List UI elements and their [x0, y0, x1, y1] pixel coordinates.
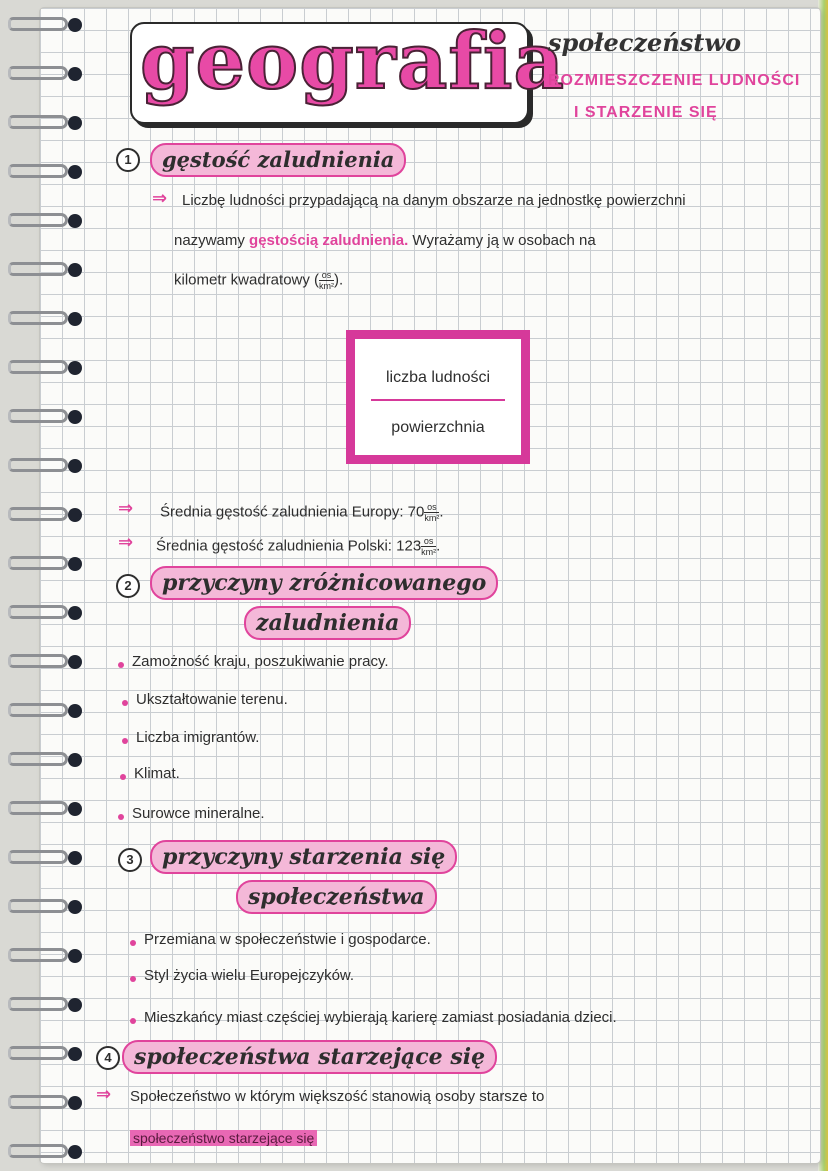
ring-hole [68, 263, 82, 277]
topic-line-2: I STARZENIE SIĘ [574, 104, 718, 121]
ring-hole [68, 459, 82, 473]
spiral-ring [8, 749, 80, 771]
definition-line-2-post: Wyrażamy ją w osobach na [412, 232, 596, 249]
ring-hole [68, 312, 82, 326]
spiral-ring [8, 994, 80, 1016]
ring-hole [68, 851, 82, 865]
ring-wire [8, 654, 68, 668]
ring-hole [68, 214, 82, 228]
list-item: Surowce mineralne. [132, 805, 265, 822]
unit-fraction [421, 536, 436, 557]
ring-wire [8, 213, 68, 227]
spiral-ring [8, 651, 80, 673]
spiral-ring [8, 308, 80, 330]
ring-wire [8, 948, 68, 962]
spiral-ring [8, 112, 80, 134]
ring-hole [68, 410, 82, 424]
list-item: Klimat. [134, 765, 180, 782]
ring-hole [68, 1145, 82, 1159]
fact-europe [160, 502, 444, 523]
arrow-icon: ⇒ [118, 532, 134, 553]
ring-wire [8, 66, 68, 80]
fact-poland-end: . [436, 537, 441, 555]
spiral-ring [8, 406, 80, 428]
spiral-ring [8, 798, 80, 820]
term-aging-society-text: społeczeństwo starzejące się [130, 1130, 317, 1146]
bullet-icon [118, 662, 124, 668]
term-aging-society [130, 1130, 317, 1146]
formula-denominator: powierzchnia [391, 419, 485, 436]
ring-wire [8, 507, 68, 521]
spiral-ring [8, 1141, 80, 1163]
definition-line-3-text: kilometr kwadratowy ( [174, 271, 320, 289]
fact-poland-text: Średnia gęstość zaludnienia Polski: 123 [156, 537, 422, 555]
section-4-heading: społeczeństwa starzejące się [122, 1040, 497, 1074]
spiral-ring [8, 847, 80, 869]
spiral-ring [8, 896, 80, 918]
list-item: Zamożność kraju, poszukiwanie pracy. [132, 653, 389, 670]
spiral-ring [8, 259, 80, 281]
unit-bottom: km² [421, 547, 437, 557]
spiral-ring [8, 63, 80, 85]
definition-aging-society: Społeczeństwo w którym większość stanowią osoby starsze to [130, 1088, 545, 1105]
ring-hole [68, 949, 82, 963]
spiral-ring [8, 161, 80, 183]
unit-top: os [424, 502, 439, 513]
formula-numerator: liczba ludności [385, 369, 491, 386]
ring-wire [8, 458, 68, 472]
subject-label: społeczeństwo [548, 28, 742, 57]
unit-bottom: km² [319, 281, 335, 291]
section-3-heading-line-2: społeczeństwa [236, 880, 437, 914]
ring-wire [8, 899, 68, 913]
ring-wire [8, 360, 68, 374]
bullet-icon [118, 814, 124, 820]
density-formula-box [346, 330, 530, 464]
spiral-ring [8, 945, 80, 967]
definition-line-2 [174, 232, 596, 249]
ring-hole [68, 557, 82, 571]
spiral-ring [8, 1092, 80, 1114]
ring-wire [8, 1144, 68, 1158]
ring-hole [68, 1096, 82, 1110]
definition-line-1: Liczbę ludności przypadającą na danym obszarze na jednostkę powierzchni [182, 192, 686, 209]
unit-top: os [319, 270, 334, 281]
definition-line-2-pre: nazywamy [174, 232, 245, 249]
list-item: Styl życia wielu Europejczyków. [144, 967, 355, 984]
spiral-ring [8, 14, 80, 36]
unit-fraction [319, 270, 334, 291]
section-1-heading: gęstość zaludnienia [150, 143, 406, 177]
ring-wire [8, 850, 68, 864]
spiral-ring [8, 602, 80, 624]
section-3-heading-line-1: przyczyny starzenia się [150, 840, 457, 874]
arrow-icon: ⇒ [118, 498, 134, 519]
ring-hole [68, 606, 82, 620]
ring-hole [68, 165, 82, 179]
ring-wire [8, 605, 68, 619]
bullet-icon [120, 774, 126, 780]
ring-wire [8, 752, 68, 766]
ring-wire [8, 556, 68, 570]
ring-hole [68, 116, 82, 130]
topic-line-1: ROZMIESZCZENIE LUDNOŚCI [548, 72, 801, 89]
ring-wire [8, 1046, 68, 1060]
ring-wire [8, 801, 68, 815]
arrow-icon: ⇒ [152, 188, 168, 209]
spiral-ring [8, 504, 80, 526]
ring-wire [8, 311, 68, 325]
fact-europe-end: . [439, 503, 444, 521]
ring-wire [8, 164, 68, 178]
ring-hole [68, 361, 82, 375]
ring-hole [68, 508, 82, 522]
ring-hole [68, 998, 82, 1012]
ring-wire [8, 997, 68, 1011]
section-3-number: 3 [118, 848, 142, 872]
ring-wire [8, 703, 68, 717]
definition-line-3 [174, 270, 343, 291]
ring-wire [8, 409, 68, 423]
list-item: Przemiana w społeczeństwie i gospodarce. [144, 931, 431, 948]
ring-hole [68, 900, 82, 914]
section-2-heading-line-2: zaludnienia [244, 606, 411, 640]
section-2-number: 2 [116, 574, 140, 598]
bullet-icon [122, 738, 128, 744]
fact-poland [156, 536, 440, 557]
ring-hole [68, 18, 82, 32]
spiral-ring [8, 455, 80, 477]
ring-wire [8, 17, 68, 31]
ring-hole [68, 802, 82, 816]
term-population-density: gęstością zaludnienia. [249, 232, 409, 249]
unit-fraction [424, 502, 439, 523]
list-item: Liczba imigrantów. [136, 729, 260, 746]
definition-line-3-end: ). [334, 271, 344, 289]
section-4-number: 4 [96, 1046, 120, 1070]
ring-wire [8, 262, 68, 276]
spiral-ring [8, 1043, 80, 1065]
bullet-icon [130, 1018, 136, 1024]
bullet-icon [130, 940, 136, 946]
bullet-icon [122, 700, 128, 706]
list-item: Mieszkańcy miast częściej wybierają karierę zamiast posiadania dzieci. [144, 1009, 617, 1026]
spiral-ring [8, 357, 80, 379]
ring-wire [8, 115, 68, 129]
list-item: Ukształtowanie terenu. [136, 691, 288, 708]
section-2-heading-line-1: przyczyny zróżnicowanego [150, 566, 498, 600]
spiral-ring [8, 700, 80, 722]
fraction-bar [371, 399, 505, 401]
ring-hole [68, 1047, 82, 1061]
fact-europe-text: Średnia gęstość zaludnienia Europy: 70 [160, 503, 425, 521]
unit-top: os [421, 536, 436, 547]
ring-hole [68, 704, 82, 718]
ring-hole [68, 67, 82, 81]
spiral-ring [8, 210, 80, 232]
section-1-number: 1 [116, 148, 140, 172]
ring-hole [68, 655, 82, 669]
ring-hole [68, 753, 82, 767]
page-title: geografia [140, 16, 566, 107]
arrow-icon: ⇒ [96, 1084, 112, 1105]
spiral-ring [8, 553, 80, 575]
bullet-icon [130, 976, 136, 982]
spiral-binding [0, 0, 90, 1171]
ring-wire [8, 1095, 68, 1109]
unit-bottom: km² [424, 513, 440, 523]
